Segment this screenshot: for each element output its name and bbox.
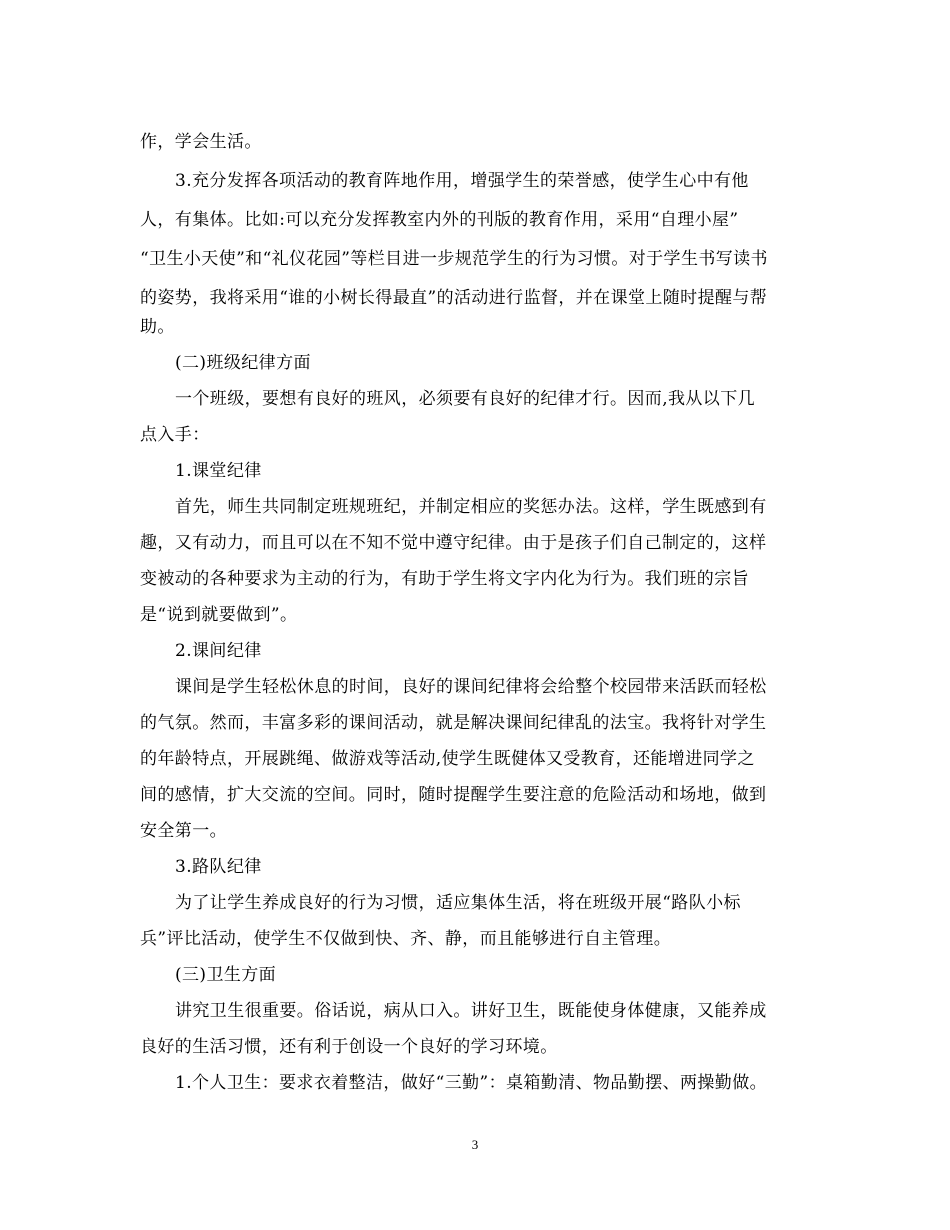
text-line: 一个班级，要想有良好的班风，必须要有良好的纪律才行。因而,我从以下几 (175, 389, 756, 409)
text-line: 作，学会生活。 (140, 132, 262, 152)
text-line: 点入手： (140, 425, 210, 445)
text-line: 1.个人卫生：要求衣着整洁，做好“三勤”：桌箱勤清、物品勤摆、两操勤做。 (175, 1073, 767, 1093)
text-line: 首先，师生共同制定班规班纪，并制定相应的奖惩办法。这样，学生既感到有 (175, 497, 767, 517)
subsection-heading: 1.课堂纪律 (175, 461, 262, 481)
text-line: 3.充分发挥各项活动的教育阵地作用，增强学生的荣誉感，使学生心中有他 (175, 171, 749, 191)
text-line: 安全第一。 (140, 821, 227, 841)
text-line: 为了让学生养成良好的行为习惯，适应集体生活，将在班级开展“路队小标 (175, 893, 741, 913)
text-line: 讲究卫生很重要。俗话说，病从口入。讲好卫生，既能使身体健康，又能养成 (175, 1001, 767, 1021)
text-line: 的姿势，我将采用“谁的小树长得最直”的活动进行监督，并在课堂上随时提醒与帮 (140, 288, 768, 308)
section-heading: (二)班级纪律方面 (175, 353, 311, 373)
text-line: 课间是学生轻松休息的时间，良好的课间纪律将会给整个校园带来活跃而轻松 (175, 677, 767, 697)
text-line: 兵”评比活动，使学生不仅做到快、齐、静，而且能够进行自主管理。 (140, 929, 672, 949)
page-number: 3 (471, 1137, 479, 1152)
text-line: 的气氛。然而，丰富多彩的课间活动，就是解决课间纪律乱的法宝。我将针对学生 (140, 713, 767, 733)
text-line: 助。 (140, 317, 175, 337)
text-line: 的年龄特点，开展跳绳、做游戏等活动,使学生既健体又受教育，还能增进同学之 (140, 749, 755, 769)
section-heading: (三)卫生方面 (175, 965, 277, 985)
text-line: “卫生小天使”和“礼仪花园”等栏目进一步规范学生的行为习惯。对于学生书写读书 (140, 249, 768, 269)
text-line: 间的感情，扩大交流的空间。同时，随时提醒学生要注意的危险活动和场地，做到 (140, 785, 767, 805)
text-line: 良好的生活习惯，还有利于创设一个良好的学习环境。 (140, 1037, 558, 1057)
text-line: 变被动的各种要求为主动的行为，有助于学生将文字内化为行为。我们班的宗旨 (140, 569, 749, 589)
text-line: 是“说到就要做到”。 (140, 605, 298, 625)
text-line: 趣，又有动力，而且可以在不知不觉中遵守纪律。由于是孩子们自己制定的，这样 (140, 533, 767, 553)
subsection-heading: 3.路队纪律 (175, 857, 262, 877)
text-line: 人，有集体。比如:可以充分发挥教室内外的刊版的教育作用，采用“自理小屋” (140, 210, 739, 230)
subsection-heading: 2.课间纪律 (175, 641, 262, 661)
